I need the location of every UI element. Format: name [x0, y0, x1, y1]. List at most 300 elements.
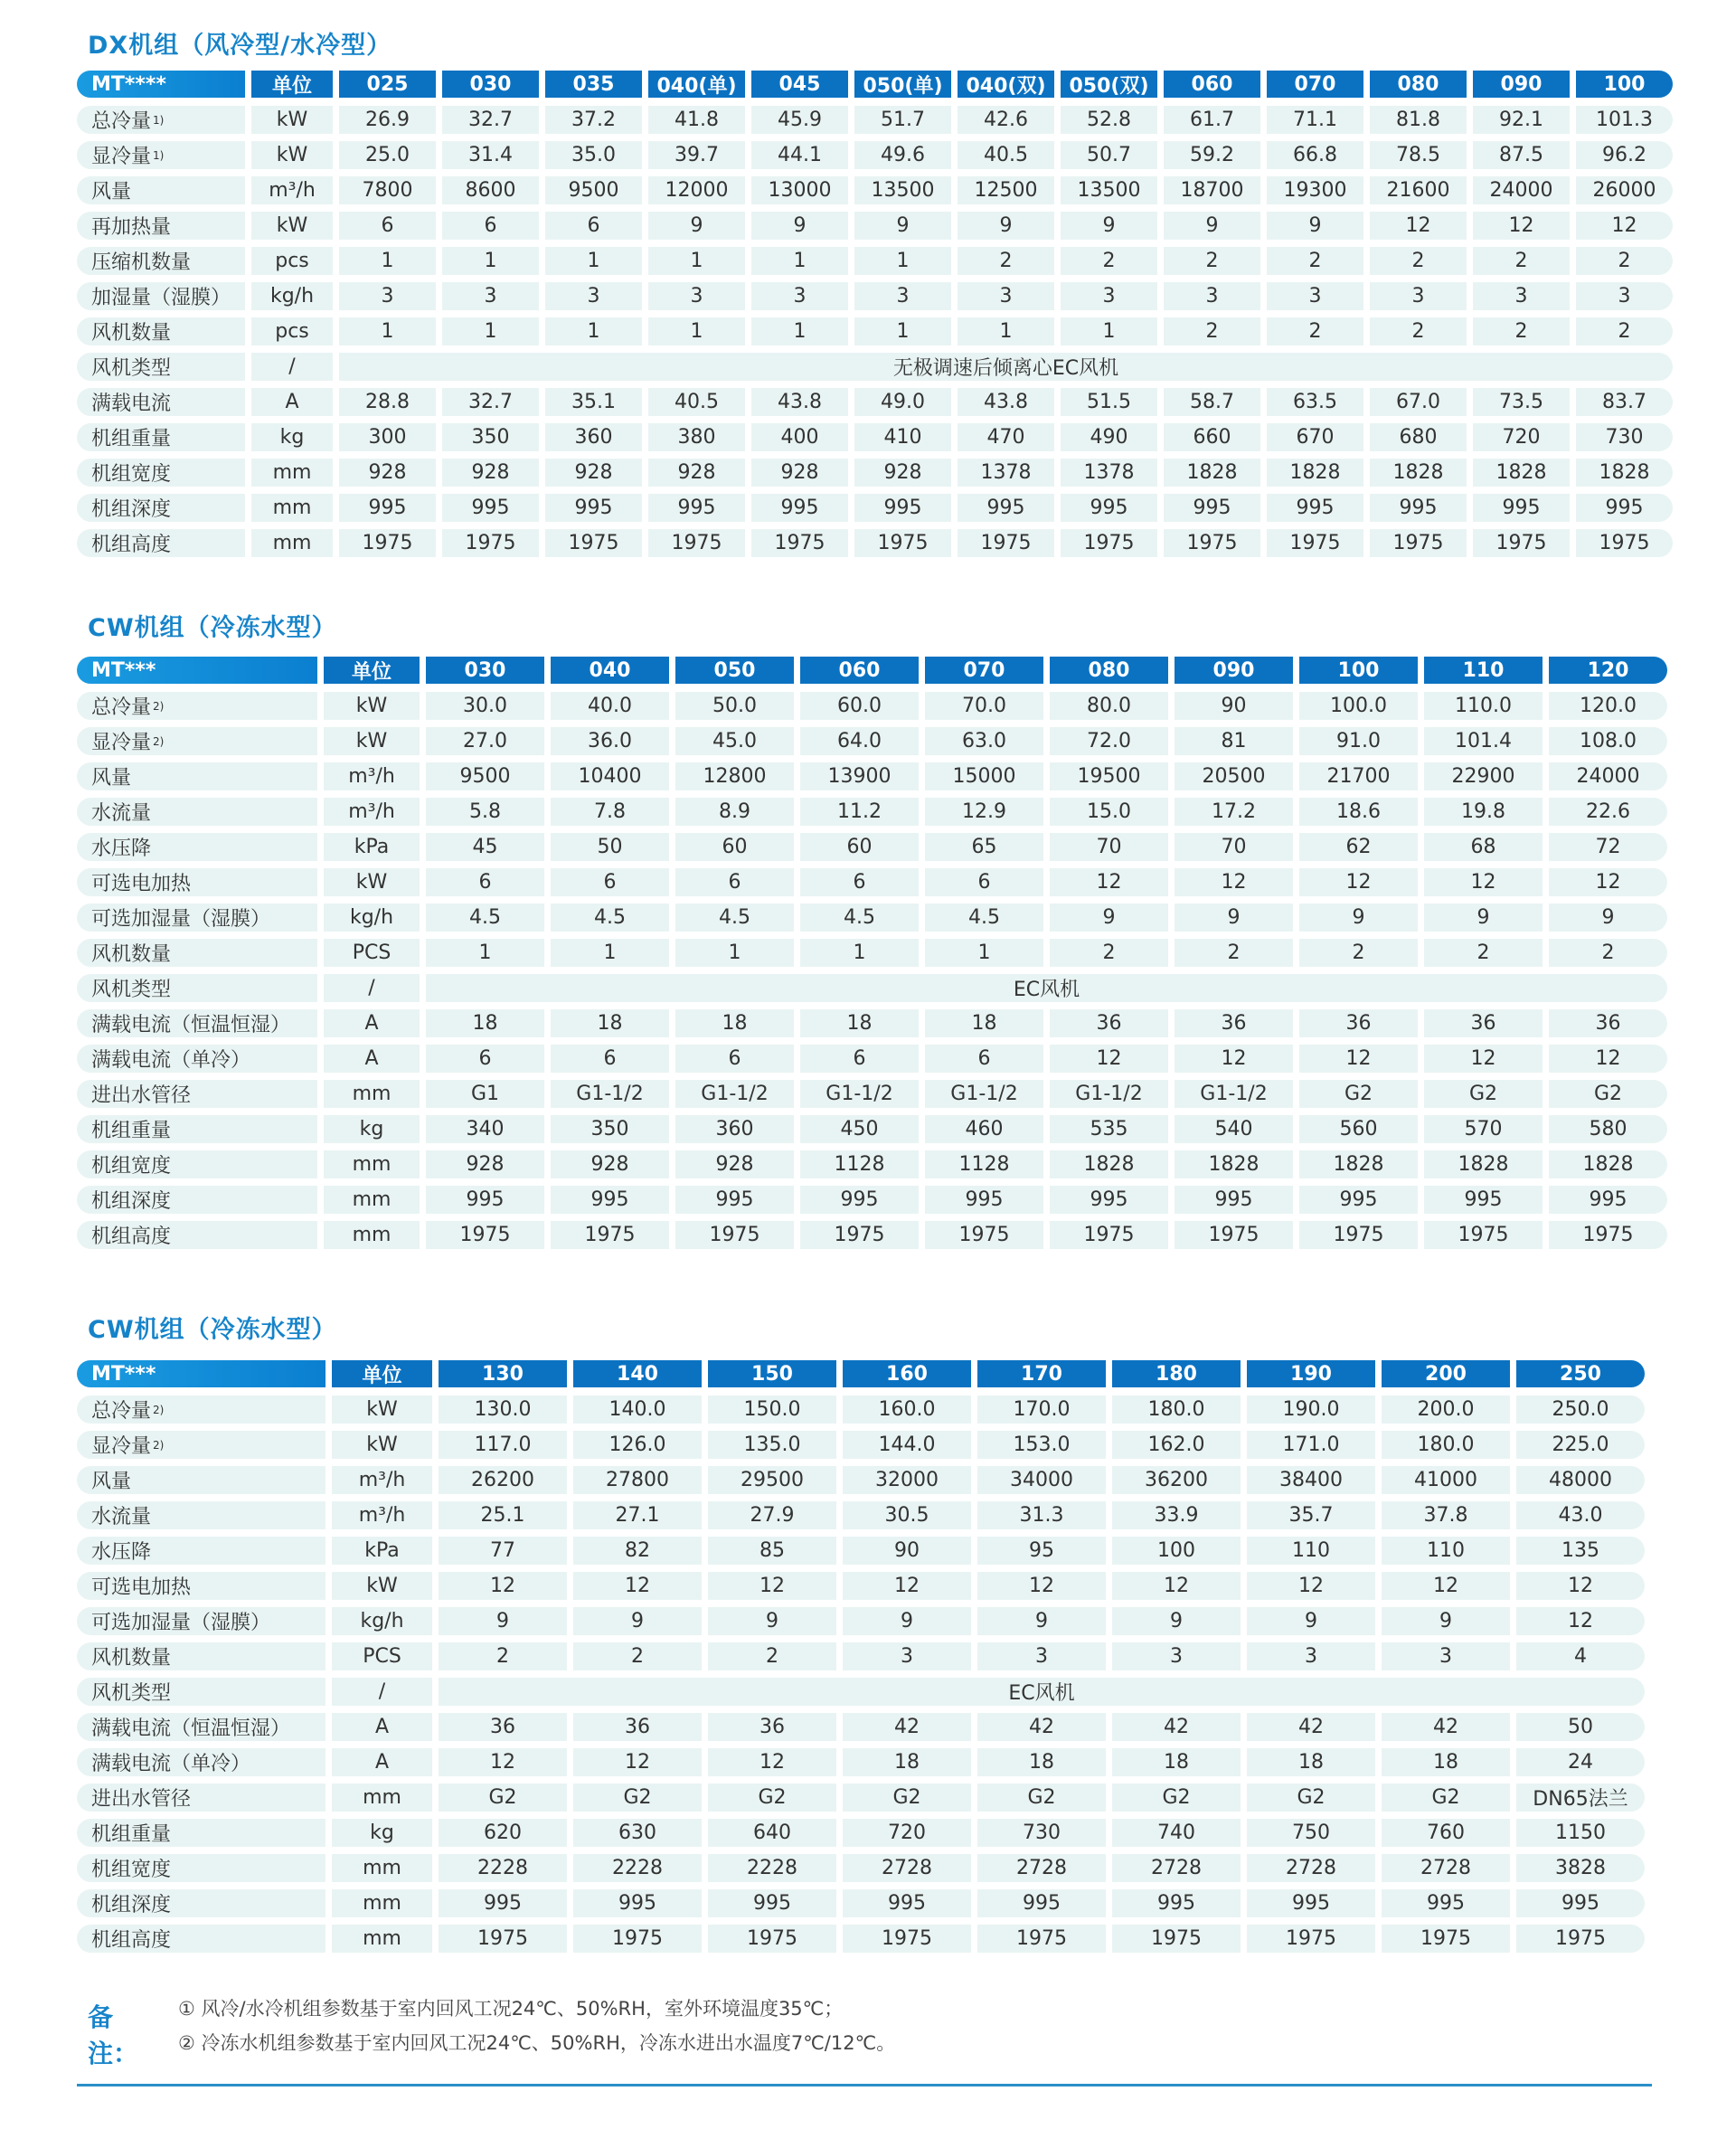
value-cell: 18.6 [1299, 798, 1418, 826]
value-cell: 12 [843, 1572, 971, 1600]
row-label [77, 1889, 326, 1917]
row-label [77, 762, 317, 790]
value-cell: 64.0 [800, 727, 919, 755]
value-cell: 2728 [1247, 1854, 1375, 1882]
value-cell: 11.2 [800, 798, 919, 826]
value-cell: 3 [1576, 282, 1673, 310]
value-cell: 90 [843, 1537, 971, 1565]
table-header-row [77, 71, 1673, 98]
value-cell: 8600 [442, 176, 539, 204]
value-cell: 2228 [708, 1854, 836, 1882]
row-label-text: 风机数量 [91, 943, 172, 966]
value-cell: 1378 [1061, 459, 1157, 487]
model-header-cell: 060 [1164, 71, 1260, 98]
unit-cell: mm [251, 459, 333, 487]
unit-cell: m³/h [332, 1466, 432, 1494]
model-header-cell: 040(单) [648, 71, 745, 98]
value-cell: 660 [1164, 423, 1260, 451]
row-label [77, 1678, 326, 1706]
row-label [77, 1572, 326, 1600]
value-cell: 9 [1112, 1607, 1241, 1635]
table-row [77, 388, 1673, 416]
value-cell: 580 [1549, 1115, 1667, 1143]
value-cell: 25.0 [339, 141, 436, 169]
value-cell: G1 [426, 1080, 544, 1108]
value-cell: 42 [1112, 1713, 1241, 1741]
value-cell: 1150 [1516, 1819, 1645, 1847]
unit-cell: / [332, 1678, 432, 1706]
value-cell: 1975 [1061, 529, 1157, 557]
value-cell: 9 [708, 1607, 836, 1635]
value-cell: 27800 [573, 1466, 702, 1494]
value-cell: 995 [1050, 1186, 1168, 1214]
value-cell: 110.0 [1424, 692, 1543, 720]
value-cell: 63.5 [1267, 388, 1363, 416]
value-cell: 3 [339, 282, 436, 310]
value-cell: 12 [1299, 868, 1418, 896]
value-cell: 3 [1247, 1642, 1375, 1670]
value-cell: 620 [439, 1819, 567, 1847]
value-cell: 1 [545, 317, 642, 345]
unit-cell: kg/h [251, 282, 333, 310]
unit-cell: mm [332, 1925, 432, 1953]
value-cell: 12 [1473, 212, 1570, 240]
value-cell: 9 [1382, 1607, 1510, 1635]
value-cell: 60 [800, 833, 919, 861]
value-cell: 12 [708, 1748, 836, 1776]
value-cell: 2 [1473, 247, 1570, 275]
value-cell: 995 [925, 1186, 1043, 1214]
table-row [77, 1009, 1667, 1037]
table-row [77, 868, 1667, 896]
row-label [77, 353, 245, 381]
value-cell: 150.0 [708, 1396, 836, 1424]
row-label-text: 机组重量 [91, 1823, 172, 1846]
value-cell: 40.5 [958, 141, 1054, 169]
value-cell: G2 [1382, 1784, 1510, 1812]
value-cell: 21600 [1370, 176, 1467, 204]
value-cell: 1975 [551, 1221, 669, 1249]
value-cell: 41000 [1382, 1466, 1510, 1494]
value-cell: 135.0 [708, 1431, 836, 1459]
row-label [77, 1642, 326, 1670]
value-cell: 58.7 [1164, 388, 1260, 416]
value-cell: 3 [1112, 1642, 1241, 1670]
value-cell: 995 [1061, 494, 1157, 522]
value-cell: 2 [439, 1642, 567, 1670]
value-cell: 80.0 [1050, 692, 1168, 720]
value-cell: 1975 [1050, 1221, 1168, 1249]
merged-value-cell: EC风机 [439, 1678, 1645, 1706]
row-label [77, 1748, 326, 1776]
value-cell: 995 [751, 494, 848, 522]
model-header-cell: 030 [442, 71, 539, 98]
row-label-text: 加湿量（湿膜） [91, 287, 231, 309]
value-cell: 1 [751, 247, 848, 275]
value-cell: 7.8 [551, 798, 669, 826]
row-label [77, 529, 245, 557]
row-label [77, 1466, 326, 1494]
value-cell: 2 [1175, 939, 1293, 967]
value-cell: 12 [1576, 212, 1673, 240]
model-header-cell: 025 [339, 71, 436, 98]
model-header-cell: 170 [977, 1360, 1106, 1387]
model-header-cell: 040(双) [958, 71, 1054, 98]
row-label-text: 机组深度 [91, 498, 172, 521]
value-cell: 200.0 [1382, 1396, 1510, 1424]
value-cell: 18700 [1164, 176, 1260, 204]
model-header-cell: 100 [1576, 71, 1673, 98]
value-cell: 32000 [843, 1466, 971, 1494]
value-cell: 995 [573, 1889, 702, 1917]
unit-cell: kg [332, 1819, 432, 1847]
value-cell: 60 [675, 833, 794, 861]
value-cell: 540 [1175, 1115, 1293, 1143]
table-row [77, 1854, 1645, 1882]
unit-cell: kW [251, 212, 333, 240]
value-cell: 9 [1549, 904, 1667, 932]
table-row [77, 1396, 1645, 1424]
value-cell: 160.0 [843, 1396, 971, 1424]
value-cell: 995 [439, 1889, 567, 1917]
value-cell: 12 [1370, 212, 1467, 240]
unit-cell: kg [324, 1115, 420, 1143]
model-header-cell: 190 [1247, 1360, 1375, 1387]
value-cell: 995 [648, 494, 745, 522]
dx-spec-table [77, 71, 1673, 564]
table-row [77, 317, 1673, 345]
value-cell: 27.9 [708, 1501, 836, 1529]
value-cell: 15000 [925, 762, 1043, 790]
row-label-text: 机组宽度 [91, 463, 172, 486]
table-row [77, 529, 1673, 557]
unit-cell: A [251, 388, 333, 416]
value-cell: 90 [1175, 692, 1293, 720]
value-cell: 43.8 [751, 388, 848, 416]
value-cell: DN65法兰 [1516, 1784, 1645, 1812]
value-cell: 9 [439, 1607, 567, 1635]
value-cell: 52.8 [1061, 106, 1157, 134]
value-cell: 18 [1247, 1748, 1375, 1776]
value-cell: 36 [1050, 1009, 1168, 1037]
value-cell: 15.0 [1050, 798, 1168, 826]
value-cell: 126.0 [573, 1431, 702, 1459]
row-label-text: 进出水管径 [91, 1084, 192, 1107]
value-cell: 2 [1424, 939, 1543, 967]
value-cell: 1828 [1576, 459, 1673, 487]
value-cell: 85 [708, 1537, 836, 1565]
table-row [77, 1713, 1645, 1741]
value-cell: 101.4 [1424, 727, 1543, 755]
table-row [77, 1080, 1667, 1108]
value-cell: 19500 [1050, 762, 1168, 790]
model-header-cell: 035 [545, 71, 642, 98]
value-cell: G2 [1424, 1080, 1543, 1108]
value-cell: 43.8 [958, 388, 1054, 416]
unit-cell: / [251, 353, 333, 381]
row-label-text: 风机类型 [91, 1682, 172, 1705]
value-cell: 33.9 [1112, 1501, 1241, 1529]
value-cell: 36 [1424, 1009, 1543, 1037]
row-label [77, 1396, 326, 1424]
row-label-text: 风机数量 [91, 322, 172, 345]
value-cell: 2728 [977, 1854, 1106, 1882]
value-cell: 928 [339, 459, 436, 487]
value-cell: 50.7 [1061, 141, 1157, 169]
value-cell: 81 [1175, 727, 1293, 755]
cw-section-title-1: CW机组（冷冻水型） [88, 614, 337, 642]
model-header-cell: 050(双) [1061, 71, 1157, 98]
value-cell: 9 [1175, 904, 1293, 932]
value-cell: 1975 [1473, 529, 1570, 557]
value-cell: 31.4 [442, 141, 539, 169]
row-label [77, 212, 245, 240]
row-label-text: 满载电流（恒温恒湿） [91, 1717, 291, 1740]
value-cell: G2 [977, 1784, 1106, 1812]
value-cell: 50.0 [675, 692, 794, 720]
value-cell: 65 [925, 833, 1043, 861]
row-label [77, 1501, 326, 1529]
table-row [77, 1221, 1667, 1249]
value-cell: 4.5 [426, 904, 544, 932]
value-cell: 3 [751, 282, 848, 310]
row-label [77, 1150, 317, 1178]
value-cell: 162.0 [1112, 1431, 1241, 1459]
value-cell: 190.0 [1247, 1396, 1375, 1424]
value-cell: 2 [1164, 247, 1260, 275]
value-cell: 78.5 [1370, 141, 1467, 169]
table-row [77, 1572, 1645, 1600]
value-cell: 1828 [1267, 459, 1363, 487]
value-cell: 2 [958, 247, 1054, 275]
value-cell: 30.0 [426, 692, 544, 720]
value-cell: 995 [1516, 1889, 1645, 1917]
value-cell: 3 [1473, 282, 1570, 310]
value-cell: 153.0 [977, 1431, 1106, 1459]
row-label-text: 机组深度 [91, 1894, 172, 1916]
note-line-2: ② 冷冻水机组参数基于室内回风工况24℃、50%RH，冷冻水进出水温度7℃/12℃。 [178, 2032, 896, 2054]
row-label [77, 317, 245, 345]
row-label-text: 机组重量 [91, 1120, 172, 1142]
value-cell: 9 [1050, 904, 1168, 932]
model-header-cell: 120 [1549, 657, 1667, 684]
value-cell: 12 [1424, 868, 1543, 896]
unit-cell: m³/h [332, 1501, 432, 1529]
value-cell: 13000 [751, 176, 848, 204]
row-label [77, 798, 317, 826]
value-cell: 995 [1247, 1889, 1375, 1917]
value-cell: 12 [439, 1572, 567, 1600]
value-cell: 1975 [977, 1925, 1106, 1953]
value-cell: 87.5 [1473, 141, 1570, 169]
row-label-text: 可选电加热 [91, 1576, 192, 1599]
row-label [77, 106, 245, 134]
value-cell: 1975 [1175, 1221, 1293, 1249]
value-cell: 27.0 [426, 727, 544, 755]
value-cell: 1 [648, 317, 745, 345]
value-cell: 1828 [1164, 459, 1260, 487]
value-cell: 1975 [1267, 529, 1363, 557]
value-cell: 18 [800, 1009, 919, 1037]
value-cell: 70 [1175, 833, 1293, 861]
unit-header-label: 单位 [324, 657, 420, 684]
value-cell: 360 [675, 1115, 794, 1143]
value-cell: 24 [1516, 1748, 1645, 1776]
value-cell: 40.0 [551, 692, 669, 720]
value-cell: G1-1/2 [675, 1080, 794, 1108]
value-cell: 1975 [1516, 1925, 1645, 1953]
value-cell: 62 [1299, 833, 1418, 861]
value-cell: 49.0 [854, 388, 951, 416]
unit-cell: m³/h [251, 176, 333, 204]
value-cell: 42.6 [958, 106, 1054, 134]
unit-cell: kPa [332, 1537, 432, 1565]
value-cell: 81.8 [1370, 106, 1467, 134]
value-cell: 6 [551, 868, 669, 896]
value-cell: 995 [977, 1889, 1106, 1917]
value-cell: 1 [442, 317, 539, 345]
value-cell: 5.8 [426, 798, 544, 826]
value-cell: 36 [1175, 1009, 1293, 1037]
row-label-text: 显冷量 [91, 146, 152, 168]
value-cell: 13500 [1061, 176, 1157, 204]
value-cell: 6 [800, 1045, 919, 1073]
row-label [77, 141, 245, 169]
value-cell: 9500 [545, 176, 642, 204]
unit-cell: mm [251, 529, 333, 557]
value-cell: 535 [1050, 1115, 1168, 1143]
value-cell: 110 [1382, 1537, 1510, 1565]
unit-cell: A [332, 1748, 432, 1776]
value-cell: G2 [1112, 1784, 1241, 1812]
unit-cell: mm [324, 1080, 420, 1108]
value-cell: 140.0 [573, 1396, 702, 1424]
row-label-text: 总冷量 [91, 696, 152, 719]
row-label [77, 1713, 326, 1741]
value-cell: 20500 [1175, 762, 1293, 790]
value-cell: 18 [551, 1009, 669, 1037]
table-row [77, 904, 1667, 932]
model-header-cell: 250 [1516, 1360, 1645, 1387]
value-cell: 995 [1473, 494, 1570, 522]
value-cell: 171.0 [1247, 1431, 1375, 1459]
unit-cell: A [324, 1045, 420, 1073]
value-cell: 36 [1299, 1009, 1418, 1037]
value-cell: 4.5 [800, 904, 919, 932]
value-cell: 2728 [1112, 1854, 1241, 1882]
table-row [77, 1537, 1645, 1565]
model-header-cell: 080 [1370, 71, 1467, 98]
value-cell: 9 [1164, 212, 1260, 240]
value-cell: 3 [958, 282, 1054, 310]
note-line-1: ① 风冷/水冷机组参数基于室内回风工况24℃、50%RH，室外环境温度35℃； [178, 1998, 844, 2020]
value-cell: 144.0 [843, 1431, 971, 1459]
value-cell: 35.7 [1247, 1501, 1375, 1529]
value-cell: 995 [675, 1186, 794, 1214]
value-cell: 9 [1247, 1607, 1375, 1635]
value-cell: 12 [1382, 1572, 1510, 1600]
value-cell: 6 [925, 868, 1043, 896]
value-cell: 1 [958, 317, 1054, 345]
value-cell: 95 [977, 1537, 1106, 1565]
value-cell: G1-1/2 [925, 1080, 1043, 1108]
table-row [77, 1607, 1645, 1635]
value-cell: 2 [1050, 939, 1168, 967]
unit-cell: mm [251, 494, 333, 522]
value-cell: 9 [1424, 904, 1543, 932]
value-cell: 18 [843, 1748, 971, 1776]
value-cell: 560 [1299, 1115, 1418, 1143]
value-cell: 9 [977, 1607, 1106, 1635]
value-cell: 1828 [1050, 1150, 1168, 1178]
value-cell: 360 [545, 423, 642, 451]
value-cell: 4.5 [925, 904, 1043, 932]
value-cell: 27.1 [573, 1501, 702, 1529]
table-row [77, 692, 1667, 720]
row-label [77, 423, 245, 451]
unit-cell: A [324, 1009, 420, 1037]
value-cell: 12 [1112, 1572, 1241, 1600]
value-cell: 1975 [1112, 1925, 1241, 1953]
model-header-cell: 050 [675, 657, 794, 684]
value-cell: 19.8 [1424, 798, 1543, 826]
value-cell: 1975 [1576, 529, 1673, 557]
value-cell: 2728 [1382, 1854, 1510, 1882]
unit-cell: kW [332, 1572, 432, 1600]
value-cell: 49.6 [854, 141, 951, 169]
value-cell: 12 [573, 1572, 702, 1600]
value-cell: 995 [708, 1889, 836, 1917]
row-label [77, 282, 245, 310]
value-cell: 12 [1549, 868, 1667, 896]
value-cell: 18 [675, 1009, 794, 1037]
model-header-cell: 060 [800, 657, 919, 684]
value-cell: G2 [573, 1784, 702, 1812]
value-cell: 750 [1247, 1819, 1375, 1847]
value-cell: 17.2 [1175, 798, 1293, 826]
value-cell: 928 [854, 459, 951, 487]
table-row [77, 1784, 1645, 1812]
footnote-marker: 1) [153, 148, 165, 162]
value-cell: 44.1 [751, 141, 848, 169]
value-cell: 72 [1549, 833, 1667, 861]
value-cell: 45 [426, 833, 544, 861]
value-cell: 51.7 [854, 106, 951, 134]
value-cell: 130.0 [439, 1396, 567, 1424]
value-cell: 180.0 [1112, 1396, 1241, 1424]
value-cell: 110 [1247, 1537, 1375, 1565]
value-cell: 30.5 [843, 1501, 971, 1529]
value-cell: 77 [439, 1537, 567, 1565]
row-label [77, 1784, 326, 1812]
value-cell: 9500 [426, 762, 544, 790]
value-cell: 3 [843, 1642, 971, 1670]
unit-cell: pcs [251, 247, 333, 275]
value-cell: 995 [545, 494, 642, 522]
row-label [77, 494, 245, 522]
value-cell: 1975 [1549, 1221, 1667, 1249]
table-row [77, 939, 1667, 967]
row-label [77, 388, 245, 416]
value-cell: 35.1 [545, 388, 642, 416]
value-cell: 3 [1382, 1642, 1510, 1670]
value-cell: 70 [1050, 833, 1168, 861]
table-row [77, 1115, 1667, 1143]
value-cell: 50 [551, 833, 669, 861]
table-row [77, 1501, 1645, 1529]
value-cell: 26200 [439, 1466, 567, 1494]
model-header-cell: 090 [1473, 71, 1570, 98]
